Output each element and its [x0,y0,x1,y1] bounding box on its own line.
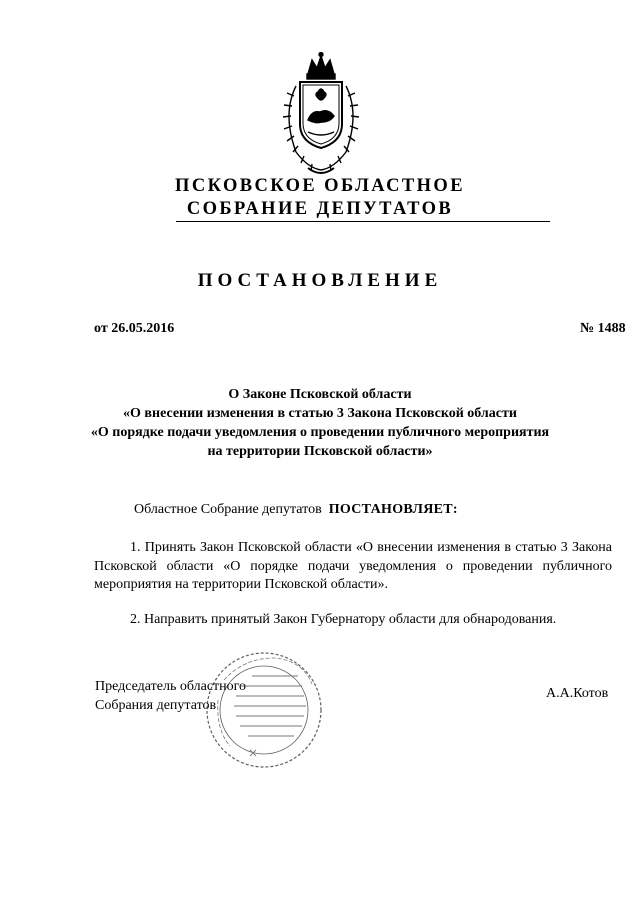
subject-line: на территории Псковской области» [207,444,433,459]
header-divider [176,221,550,222]
resolution-items [94,539,612,645]
coat-of-arms-emblem [272,52,370,180]
subject-line: «О внесении изменения в статью 3 Закона Псковской области [123,406,517,421]
subject-line: «О порядке подачи уведомления о проведении публичного мероприятия [90,425,550,440]
organization-name-line1: ПСКОВСКОЕ ОБЛАСТНОЕ [175,176,465,196]
subject-line: О Законе Псковской области [228,387,412,402]
official-seal-stamp [204,650,324,770]
preamble-text: Областное Собрание депутатов [134,502,322,517]
signatory-title-line1: Председатель областного [95,679,247,694]
document-number: № 1488 [580,321,626,336]
resolution-item: 1. Принять Закон Псковской области «О внесении изменения в статью 3 Закона Псковской области «О порядке подачи уведомления о проведении публичного мероприятия на территории Псковской области». [94,540,612,592]
signatory-title-line2: Собрания депутатов [95,698,217,713]
document-subject [0,385,640,461]
document-date: от 26.05.2016 [94,321,175,336]
preamble-resolves: ПОСТАНОВЛЯЕТ: [328,502,458,517]
preamble [134,502,458,518]
resolution-item: 2. Направить принятый Закон Губернатору области для обнародования. [130,611,557,627]
signatory-name: А.А.Котов [546,686,609,701]
document-type-title: ПОСТАНОВЛЕНИЕ [197,270,443,291]
organization-name-line2: СОБРАНИЕ ДЕПУТАТОВ [186,199,454,219]
